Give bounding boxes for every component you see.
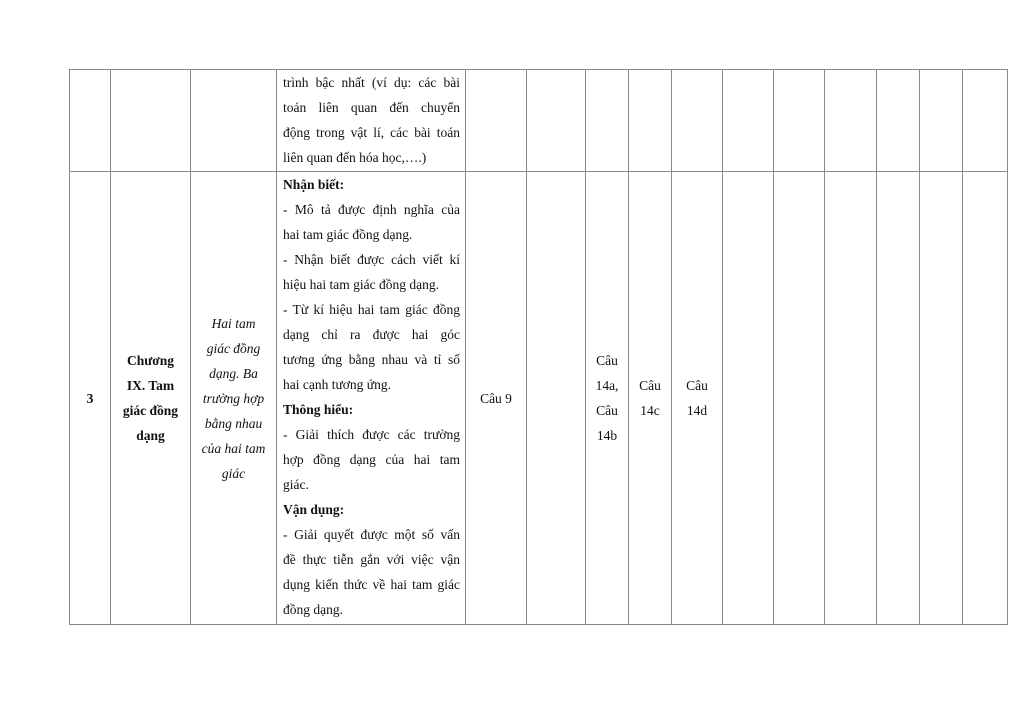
requirement-line: giác. — [283, 477, 309, 492]
requirement-line: - Nhận biết được cách viết kí — [283, 252, 460, 267]
q-line: 14d — [686, 403, 708, 418]
requirement-line: đề thực tiễn gắn với việc vận — [283, 552, 460, 567]
topic-line: dạng. Ba — [209, 365, 258, 381]
chapter-cell — [111, 172, 191, 625]
topic-line: của hai tam — [201, 440, 266, 456]
requirement-line: đồng dạng. — [283, 602, 343, 617]
stt-cell: 3 — [70, 172, 111, 625]
q-cell — [920, 70, 963, 172]
q-cell — [466, 70, 527, 172]
requirement-cell — [277, 70, 466, 172]
topic-line: trường hợp — [202, 390, 265, 406]
q-cell — [963, 172, 1008, 625]
requirement-line: dạng chỉ ra được hai góc — [283, 327, 460, 342]
q-cell — [723, 172, 774, 625]
q-cell — [877, 70, 920, 172]
chapter-line: dạng — [136, 428, 165, 443]
topic-line: giác — [221, 465, 246, 481]
level-heading: Vận dụng: — [283, 502, 345, 517]
q-line: Câu — [639, 378, 661, 393]
q-line: 14b — [596, 428, 618, 443]
requirement-line: - Từ kí hiệu hai tam giác đồng — [283, 302, 460, 317]
q-cell — [877, 172, 920, 625]
q-line: Câu — [596, 353, 618, 368]
q-cell-nhan-biet: Câu 9 — [466, 172, 527, 625]
requirement-line: động trong vật lí, các bài toán — [283, 125, 460, 140]
q-line: Câu — [686, 378, 708, 393]
q-cell — [527, 172, 586, 625]
requirement-line: hiệu hai tam giác đồng dạng. — [283, 277, 439, 292]
q-cell — [586, 70, 629, 172]
matrix-table — [69, 69, 1008, 625]
q-line: 14a, — [595, 378, 619, 393]
requirement-line: - Mô tả được định nghĩa của — [283, 202, 460, 217]
topic-line: bằng nhau — [204, 415, 263, 431]
requirement-cell — [277, 172, 466, 625]
chapter-line: Chương — [126, 353, 175, 368]
q-cell — [723, 70, 774, 172]
q-line: Câu — [596, 403, 618, 418]
stt-cell — [70, 70, 111, 172]
requirement-line: - Giải quyết được một số vấn — [283, 527, 460, 542]
level-heading: Nhận biết: — [283, 177, 345, 192]
requirement-line: liên quan đến hóa học,….) — [283, 150, 427, 165]
chapter-line: giác đồng — [122, 403, 179, 418]
level-heading: Thông hiểu: — [283, 402, 354, 417]
requirement-line: hai cạnh tương ứng. — [283, 377, 391, 392]
requirement-line: hợp đồng dạng của hai tam — [283, 452, 460, 467]
topic-line: Hai tam — [211, 315, 256, 331]
q-cell — [963, 70, 1008, 172]
requirement-line: tương ứng bằng nhau và tỉ số — [283, 352, 460, 367]
chapter-line: IX. Tam — [126, 378, 175, 393]
requirement-line: trình bậc nhất (ví dụ: các bài — [283, 75, 460, 90]
requirement-line: dụng kiến thức về hai tam giác — [283, 577, 460, 592]
q-cell — [629, 70, 672, 172]
requirement-line: hai tam giác đồng dạng. — [283, 227, 413, 242]
q-cell — [527, 70, 586, 172]
topic-line: giác đồng — [206, 340, 261, 356]
q-cell-van-dung-cao — [672, 172, 723, 625]
requirement-line: - Giải thích được các trường — [283, 427, 460, 442]
q-cell-thong-hieu — [586, 172, 629, 625]
chapter-cell — [111, 70, 191, 172]
q-cell — [672, 70, 723, 172]
q-cell — [774, 172, 825, 625]
q-cell — [825, 70, 877, 172]
table-row — [70, 172, 1008, 625]
q-cell — [825, 172, 877, 625]
topic-cell — [191, 172, 277, 625]
table-row — [70, 70, 1008, 172]
q-cell — [774, 70, 825, 172]
q-line: 14c — [640, 403, 660, 418]
topic-cell — [191, 70, 277, 172]
requirement-line: toán liên quan đến chuyển — [283, 100, 460, 115]
q-cell — [920, 172, 963, 625]
q-cell-van-dung — [629, 172, 672, 625]
